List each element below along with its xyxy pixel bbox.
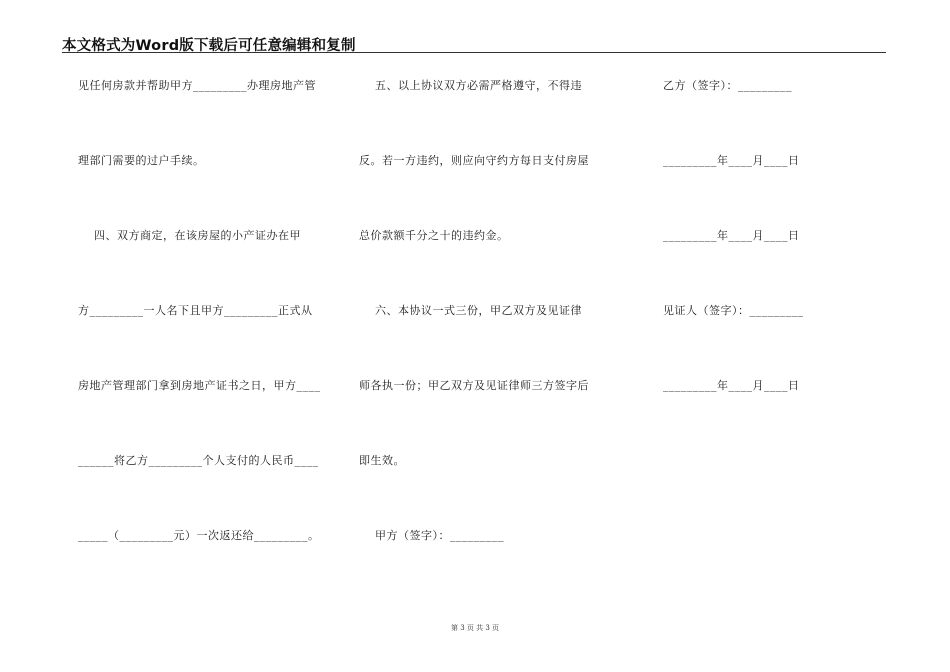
text-line: 总价款额千分之十的违约金。 xyxy=(359,229,509,242)
party-a-signature-line: 甲方（签字）：_________ xyxy=(359,529,504,542)
witness-signature-line: 见证人（签字）：_________ xyxy=(663,304,804,317)
text-line: 即生效。 xyxy=(359,454,405,467)
text-line: 见任何房款并帮助甲方_________办理房地产管 xyxy=(78,79,316,92)
text-line: _____（_________元）一次返还给_________。 xyxy=(78,529,320,542)
party-b-signature-line: 乙方（签字）：_________ xyxy=(663,79,792,92)
text-line: 六、本协议一式三份，甲乙双方及见证律 xyxy=(359,304,582,317)
page-number: 第 3 页 共 3 页 xyxy=(450,624,500,632)
text-line: 四、双方商定，在该房屋的小产证办在甲 xyxy=(78,229,301,242)
header-divider xyxy=(62,52,886,53)
text-line: 方_________一人名下且甲方_________正式从 xyxy=(78,304,313,317)
text-line: 反。若一方违约，则应向守约方每日支付房屋 xyxy=(359,154,589,167)
date-line: _________年____月____日 xyxy=(663,154,800,167)
text-line: ______将乙方_________个人支付的人民币____ xyxy=(78,454,319,467)
text-line: 理部门需要的过户手续。 xyxy=(78,154,205,167)
text-line: 师各执一份；甲乙双方及见证律师三方签字后 xyxy=(359,379,589,392)
text-line: 房地产管理部门拿到房地产证书之日，甲方____ xyxy=(78,379,321,392)
text-line: 五、以上协议双方必需严格遵守，不得违 xyxy=(359,79,582,92)
date-line: _________年____月____日 xyxy=(663,229,800,242)
date-line: _________年____月____日 xyxy=(663,379,800,392)
document-header-title: 本文格式为Word版下载后可任意编辑和复制 xyxy=(62,38,356,54)
